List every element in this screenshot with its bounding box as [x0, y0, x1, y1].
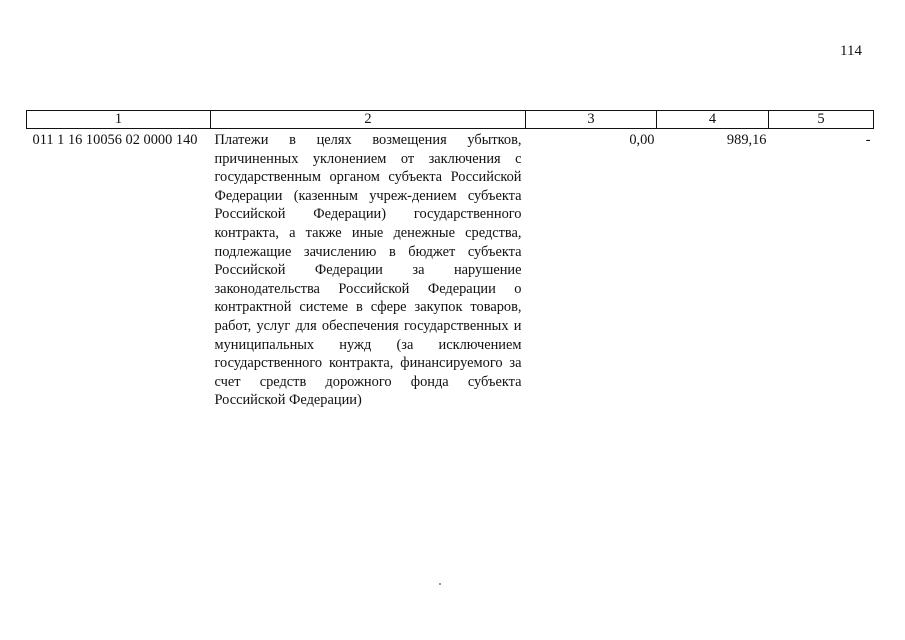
value-column-5-cell: -: [865, 132, 871, 148]
table-row: [27, 129, 874, 410]
column-header-2: 2: [211, 111, 526, 129]
scan-artifact-dot: [439, 583, 441, 585]
value-column-3-cell: 0,00: [629, 132, 655, 148]
budget-code-cell: 011 1 16 10056 02 0000 140: [32, 132, 198, 148]
column-header-3: 3: [526, 111, 657, 129]
revenue-description-cell: Платежи в целях возмещения убытков, причиненных уклонением от заключения с государственным органом субъекта Российской Федерации (казенным учреж-дением субъекта Российской Федерации) государственного контракта, а также иные денежные средства, подлежащие зачислению в бюджет субъекта Российской Федерации за нарушение законодательства Российской Федерации о контрактной системе в сфере закупок товаров, работ, услуг для обеспечения государственных и муниципальных нужд (за исключением государственного контракта, финансируемого за счет средств дорожного фонда субъекта Российской Федерации): [214, 132, 522, 409]
column-header-4: 4: [657, 111, 769, 129]
table-header-row: [27, 111, 874, 129]
column-header-1: 1: [27, 111, 211, 129]
column-header-5: 5: [769, 111, 874, 129]
page-number: 114: [840, 43, 862, 59]
value-column-4-cell: 989,16: [726, 132, 767, 148]
budget-table: [26, 110, 874, 410]
